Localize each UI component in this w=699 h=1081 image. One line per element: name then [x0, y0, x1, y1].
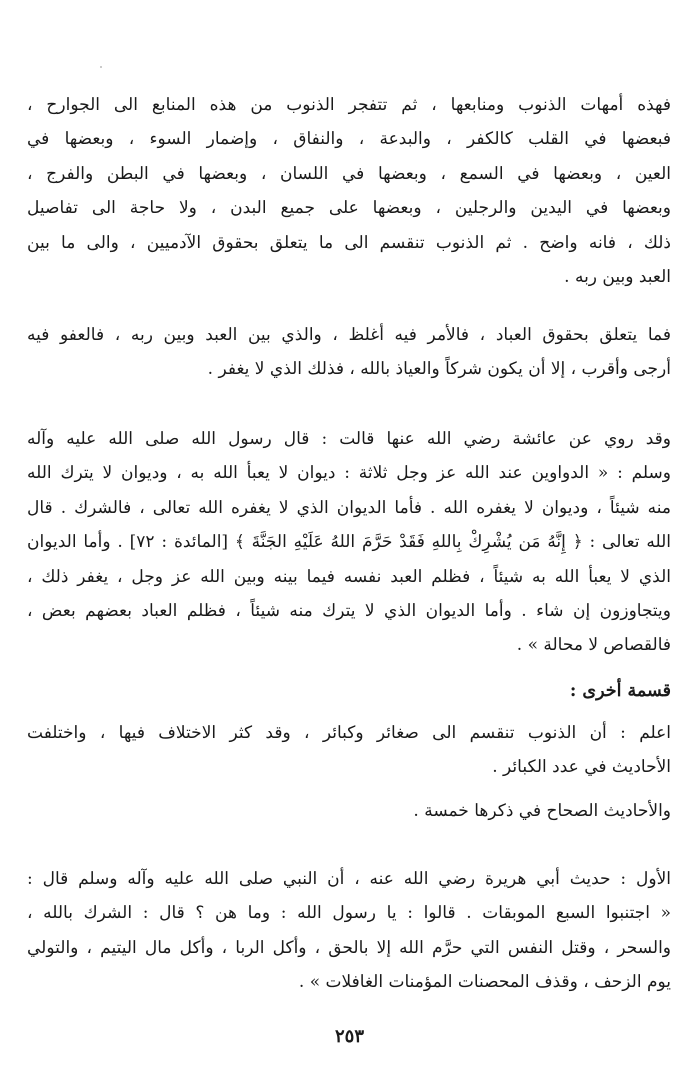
heading-line: قسمة أخرى :	[569, 681, 671, 701]
paragraph-aisha-hadith	[27, 422, 671, 663]
text-line: اعلم : أن الذنوب تنقسم الى صغائر وكبائر ، وقد كثر الاختلاف فيها ، واختلفت	[27, 723, 671, 743]
text-line: العبد وبين ربه .	[564, 266, 671, 287]
text-line: وسلم : « الدواوين عند الله عز وجل ثلاثة : ديوان لا يعبأ الله به ، وديوان لا يترك الله	[27, 463, 671, 484]
text-line: وقد روي عن عائشة رضي الله عنها قالت : قال رسول الله صلى الله عليه وآله	[27, 429, 671, 449]
text-line: وبعضها في اليدين والرجلين ، وبعضها على جميع البدن ، ولا حاجة الى تفاصيل	[27, 198, 671, 219]
text-line: « اجتنبوا السبع الموبقات . قالوا : يا رسول الله : وما هن ؟ قال : الشرك بالله ،	[27, 903, 671, 924]
text-line: الأحاديث في عدد الكبائر .	[492, 757, 671, 778]
text-line: ويتجاوزون إن شاء . وأما الديوان الذي لا يترك منه شيئاً ، فظلم العباد بعضهم بعض ،	[27, 600, 671, 621]
text-line: الذي لا يعبأ الله به شيئاً ، فظلم العبد نفسه فيما بينه وبين الله عز وجل ، يغفر ذلك ،	[27, 566, 671, 587]
text-line: أرجى وأقرب ، إلا أن يكون شركاً والعياذ بالله ، فذلك الذي لا يغفر .	[207, 359, 671, 380]
paragraph-major-minor	[27, 716, 671, 785]
text-line: العين ، وبعضها في السمع ، وبعضها في اللسان ، وبعضها في البطن والفرج ،	[27, 163, 671, 184]
page-number: ٢٥٣	[334, 1026, 364, 1047]
paragraph-rights	[27, 318, 671, 387]
text-line: والسحر ، وقتل النفس التي حرَّم الله إلا بالحق ، وأكل الربا ، وأكل مال اليتيم ، والتولي	[27, 937, 671, 958]
text-line: يوم الزحف ، وقذف المحصنات المؤمنات الغافلات » .	[298, 972, 671, 993]
text-line: والأحاديث الصحاح في ذكرها خمسة .	[413, 801, 671, 821]
text-line: فهذه أمهات الذنوب ومنابعها ، ثم تتفجر الذنوب من هذه المنابع الى الجوارح ،	[27, 95, 671, 115]
paragraph-sins-sources	[27, 88, 671, 294]
text-line: الأول : حديث أبي هريرة رضي الله عنه ، أن النبي صلى الله عليه وآله وسلم قال :	[27, 869, 671, 889]
paragraph-five-hadiths	[27, 794, 671, 828]
text-line: منه شيئاً ، وديوان لا يغفره الله . فأما الديوان الذي لا يغفره الله تعالى ، فالشرك . قال	[27, 497, 671, 518]
text-line: ذلك ، فانه واضح . ثم الذنوب تنقسم الى ما يتعلق بحقوق الآدميين ، والى ما بين	[27, 232, 671, 253]
text-line: فما يتعلق بحقوق العباد ، فالأمر فيه أغلظ ، والذي بين العبد وبين ربه ، فالعفو فيه	[27, 325, 671, 345]
section-heading	[27, 674, 671, 708]
text-line: فالقصاص لا محالة » .	[516, 635, 671, 656]
text-line: فبعضها في القلب كالكفر ، والبدعة ، والنفاق ، وإضمار السوء ، وبعضها في	[27, 129, 671, 150]
scan-dot	[100, 66, 102, 68]
paragraph-first-hadith	[27, 862, 671, 1000]
text-line: الله تعالى : ﴿ إِنَّهُ مَن يُشْرِكْ بِاللهِ فَقَدْ حَرَّمَ اللهُ عَلَيْهِ الجَنَّةَ ﴾ [المائدة : ٧٢] . وأما الديوان	[27, 532, 671, 553]
